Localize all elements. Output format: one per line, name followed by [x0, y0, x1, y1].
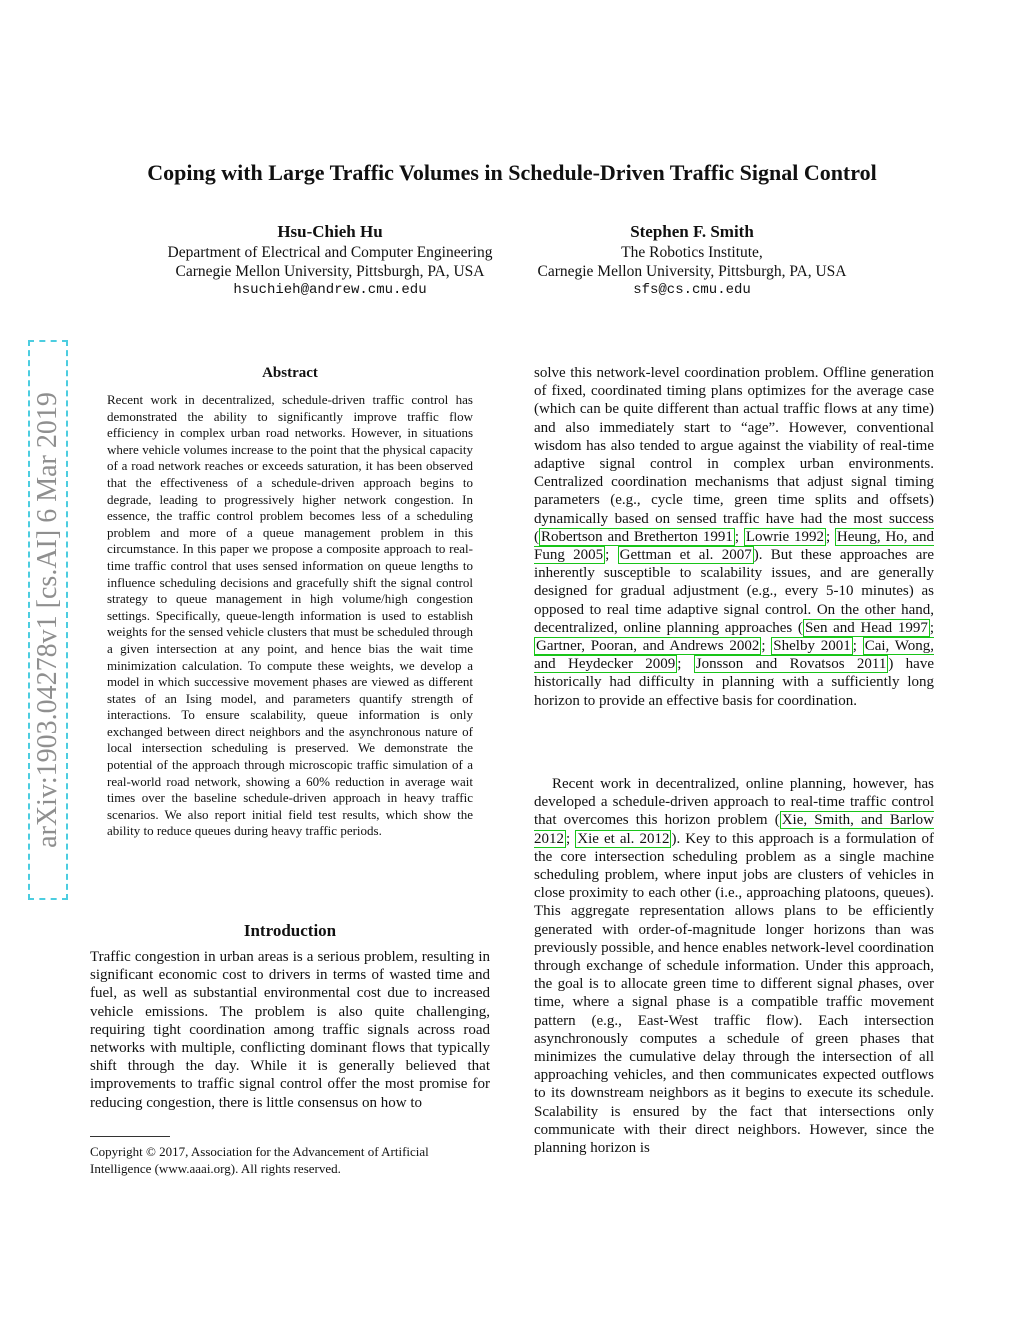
citation-link[interactable]: Lowrie 1992 [745, 528, 824, 545]
citation-link[interactable]: Jonsson and Rovatsos 2011 [695, 656, 887, 673]
author-name: Stephen F. Smith [630, 222, 754, 241]
citation-link[interactable]: Shelby 2001 [773, 638, 851, 655]
author-department: The Robotics Institute, [621, 244, 763, 261]
paragraph-text: ). But these approaches are inherently susceptible to scalability issues, and are generally designed for gradual adjustment (e.g., every 5-10 minutes) as opposed to real time adaptive signal control. On the other hand, decentralized, online planning approaches ( [534, 547, 935, 636]
paragraph-text: hases, over time, where a signal phase is a compatible traffic movement pattern (e.g., East-West traffic flow). Each intersection asynchronously computes a schedule of green phases that minimizes the cumulative delay through the intersection of all approaching vehicles, and then communicates expected outflows to its downstream neighbors as it begins to execute its schedule. Scalability is ensured by the fact that intersections only communicate with their direct neighbors. However, since the planning horizon is [534, 976, 934, 1157]
paragraph-text: ). Key to this approach is a formulation of the core intersection scheduling problem as a single machine scheduling problem, where input jobs are clusters of vehicles in close proximity to each other (i.e., approaching platoons, queues). This aggregate representation allows plans to be efficiently generated with order-of-magnitude longer horizons than was previously possible, and hence enables network-level coordination through exchange of schedule information. Under this approach, the goal is to allocate green time to different signal [534, 830, 934, 993]
author-block-1 [140, 222, 520, 300]
citation-link[interactable]: Gartner, Pooran, and Andrews 2002 [536, 638, 760, 655]
right-column-paragraph-2: Recent work in decentralized, online planning, however, has developed a schedule-driven approach to real-time traffic control that overcomes this horizon problem ( Xie, Smith, and Barlow 2012 ; Xie et al. 2012 ). Key to this approach is a formulation of the core intersection scheduling problem as a single machine scheduling problem, where input jobs are clusters of vehicles in close proximity to each other (i.e., approaching platoons, queues). This aggregate representation allows plans to be efficiently generated with order-of-magnitude longer horizons than was previously possible, and hence enables network-level coordination through exchange of schedule information. Under this approach, the goal is to allocate green time to different signal phases, over time, where a signal phase is a compatible traffic movement pattern (e.g., East-West traffic flow). Each intersection asynchronously computes a schedule of green phases that minimizes the cumulative delay through the intersection of all approaching vehicles, and then communicates expected outflows to its downstream neighbors as it begins to execute its schedule. Scalability is ensured by the fact that intersections only communicate with their direct neighbors. However, since the planning horizon is [534, 776, 934, 1157]
paper-title: Coping with Large Traffic Volumes in Schedule-Driven Traffic Signal Control [147, 160, 877, 185]
introduction-heading: Introduction [243, 921, 337, 940]
author-name: Hsu-Chieh Hu [277, 222, 383, 241]
citation-link[interactable]: Gettman et al. 2007 [619, 547, 752, 564]
paragraph-text: ) have historically had difficulty in planning with a sufficiently long horizon to provide an effective basis for coordination. [534, 656, 934, 709]
citation-link[interactable]: Sen and Head 1997 [804, 619, 928, 636]
citation-link[interactable]: Xie, Smith, and Barlow 2012 [534, 812, 934, 847]
paragraph-text: solve this network-level coordination problem. Offline generation of fixed, coordinated timing plans optimizes for the average case (which can be quite different than actual traffic flows at any time) and also immediately start to “age”. However, conventional wisdom has also tended to argue against the viability of real-time adaptive signal control in complex urban environments. Centralized coordination mechanisms that adjust signal timing parameters (e.g., cycle time, green time splits and offsets) dynamically based on sensed traffic have had the most success ( [534, 365, 934, 545]
paragraph-text: Recent work in decentralized, online planning, however, has developed a schedule-driven approach to real-time traffic control that overcomes this horizon problem ( [534, 776, 934, 829]
citation-link[interactable]: Cai, Wong, and Heydecker 2009 [534, 638, 934, 673]
arxiv-stamp-text: arXiv:1903.04278v1 [cs.AI] 6 Mar 2019 [32, 392, 63, 848]
author-department: Department of Electrical and Computer Engineering [167, 244, 493, 261]
footnote-rule [90, 1136, 170, 1137]
author-email[interactable]: hsuchieh@andrew.cmu.edu [233, 282, 427, 298]
citation-link[interactable]: Xie et al. 2012 [577, 830, 670, 847]
introduction-paragraph: Traffic congestion in urban areas is a serious problem, resulting in significant economic cost to drivers in terms of wasted time and fuel, as well as substantial environmental cost due to increased vehicle emissions. The problem is also quite challenging, requiring tight coordination among traffic signals across road networks with multiple, conflicting dominant flows that typically shift through the day. While it is generally believed that improvements to traffic signal control offer the most promise for reducing congestion, there is little consensus on how to [90, 949, 490, 1111]
paragraph-emphasis: p [858, 976, 866, 993]
abstract-body: Recent work in decentralized, schedule-driven traffic control has demonstrated the ability to significantly improve traffic flow efficiency in complex urban road networks. However, in situations where vehicle volumes increase to the point that the physical capacity of a road network reaches or exceeds saturation, it has been observed that the effectiveness of a schedule-driven approach begins to degrade, leading to progressively higher network congestion. In essence, the traffic control problem becomes less of a scheduling problem and more of a queue management problem in this circumstance. In this paper we propose a composite approach to real-time traffic control that uses sensed information on queue lengths to influence scheduling decisions and gracefully shift the signal control strategy to queue management in high volume/high congestion settings. Specifically, queue-length information is used to establish weights for the sensed vehicle clusters that must be scheduled through a given intersection at any point, and hence bias the wait time minimization calculation. To compute these weights, we develop a model in which successive movement phases are viewed as different states of an Ising model, and parameters quantify strength of interactions. To ensure scalability, queue information is only exchanged between direct neighbors and the asynchronous nature of local intersection scheduling is preserved. We demonstrate the potential of the approach through microscopic traffic simulation of a real-world road network, showing a 60% reduction in average wait times over the baseline schedule-driven approach in heavy traffic scenarios. We also report initial field test results, which show the ability to reduce queues during heavy traffic periods. [107, 392, 473, 839]
author-email[interactable]: sfs@cs.cmu.edu [633, 282, 751, 298]
abstract-heading: Abstract [262, 365, 318, 381]
arxiv-stamp[interactable] [28, 340, 68, 900]
citation-link[interactable]: Heung, Ho, and Fung 2005 [534, 528, 934, 564]
right-column-paragraph-1: solve this network-level coordination problem. Offline generation of fixed, coordinated timing plans optimizes for the average case (which can be quite different than actual traffic flows at any time) and also immediately start to “age”. However, conventional wisdom has also tended to argue against the viability of real-time adaptive signal control in complex urban environments. Centralized coordination mechanisms that adjust signal timing parameters (e.g., cycle time, green time splits and offsets) dynamically based on sensed traffic have had the most success ( Robertson and Bretherton 1991 ; Lowrie 1992 ; Heung, Ho, and Fung 2005 ; Gettman et al. 2007 ). But these approaches are inherently susceptible to scalability issues, and are generally designed for gradual adjustment (e.g., every 5-10 minutes) as opposed to real time adaptive signal control. On the other hand, decentralized, online planning approaches ( Sen and Head 1997 ; Gartner, Pooran, and Andrews 2002 ; Shelby 2001 ; Cai, Wong, and Heydecker 2009 ; Jonsson and Rovatsos 2011 ) have historically had difficulty in planning with a sufficiently long horizon to provide an effective basis for coordination. [534, 365, 935, 709]
author-affiliation: Carnegie Mellon University, Pittsburgh, PA, USA [537, 263, 847, 280]
citation-link[interactable]: Robertson and Bretherton 1991 [541, 528, 733, 545]
author-block-2 [512, 222, 872, 300]
copyright-footnote: Copyright © 2017, Association for the Advancement of Artificial Intelligence (www.aaai.org). All rights reserved. [90, 1144, 429, 1176]
author-affiliation: Carnegie Mellon University, Pittsburgh, PA, USA [175, 263, 485, 280]
